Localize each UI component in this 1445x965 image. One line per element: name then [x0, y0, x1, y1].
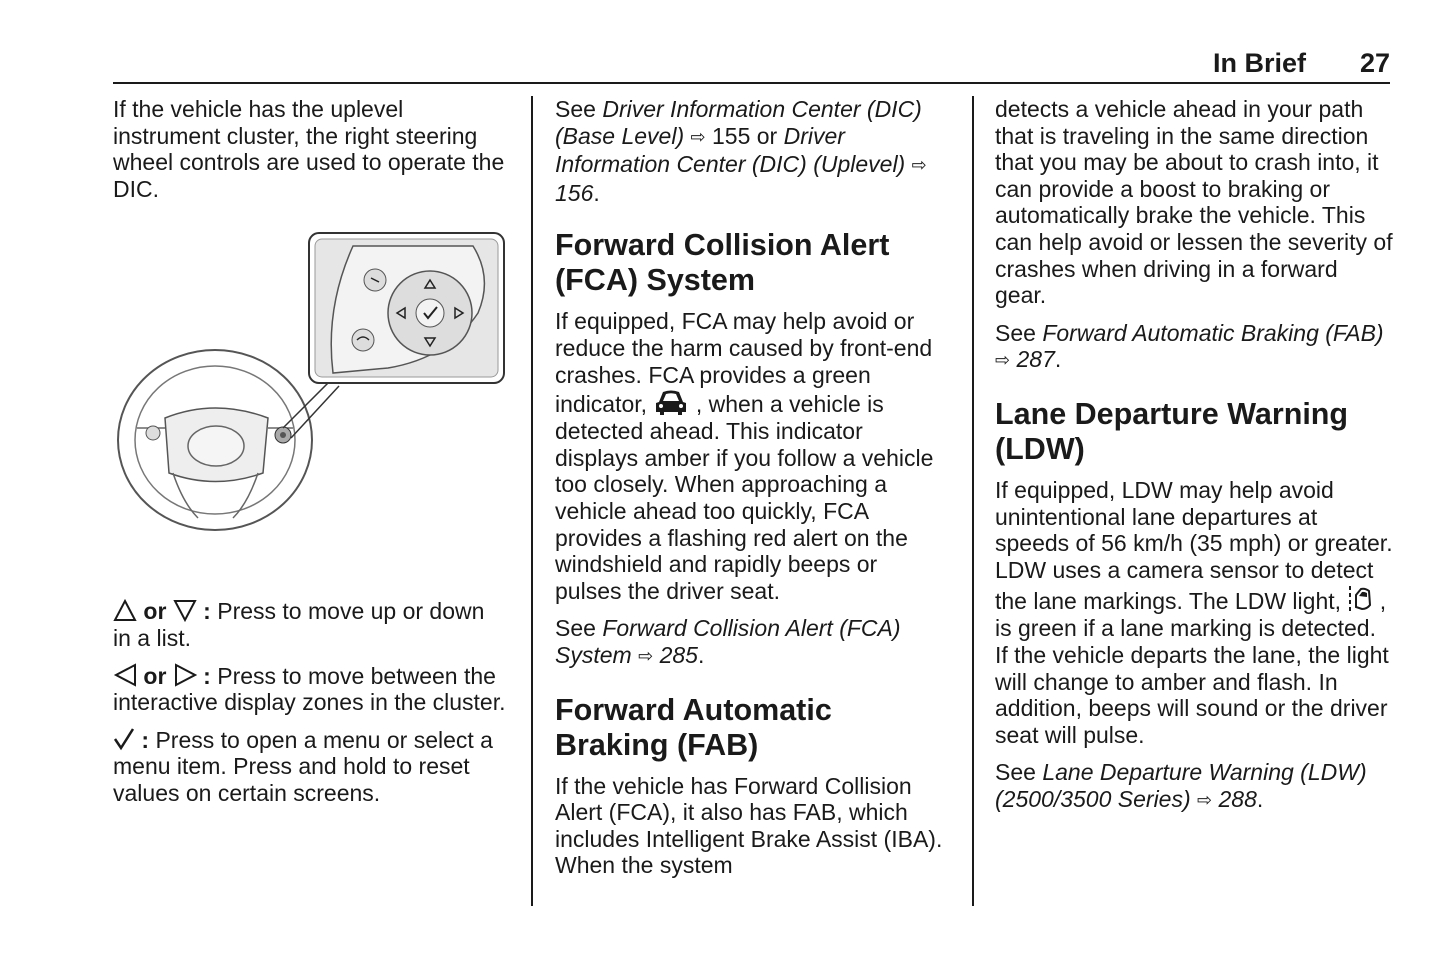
checkmark-icon: [113, 727, 135, 751]
ldw-text-a: If equipped, LDW may help avoid unintentional lane departures at speeds of 56 km/h (35 mph) or greater. LDW uses a camera sensor to detect the lane markings. The LDW light,: [995, 476, 1393, 615]
ldw-see-also: See Lane Departure Warning (LDW) (2500/3500 Series) ⇨ 288.: [995, 759, 1367, 812]
fca-see-also: See Forward Collision Alert (FCA) System ⇨ 285.: [555, 615, 901, 668]
see-label: See: [555, 96, 596, 122]
updown-text: Press to move up or down in a list.: [113, 598, 485, 651]
triangle-right-icon: [173, 663, 197, 687]
check-instruction: [113, 727, 508, 807]
column-1: [113, 96, 508, 818]
see-label: See: [555, 615, 596, 642]
colon: :: [141, 726, 150, 753]
ldw-paragraph: [995, 477, 1395, 748]
xref-fab[interactable]: Forward Automatic Braking (FAB): [1042, 319, 1384, 346]
check-text: Press to open a menu or select a menu item. Press and hold to reset values on certain screens.: [113, 726, 493, 806]
xref-dic-uplevel[interactable]: Driver Information Center (DIC) (Uplevel): [555, 122, 906, 178]
xref-page: 156: [555, 179, 594, 206]
steering-wheel-figure: [113, 228, 508, 558]
page-reference-icon: ⇨: [1197, 789, 1213, 810]
ldw-text-b: , is green if a lane marking is detected. If the vehicle departs the lane, the light will change to amber and flash. In addition, beeps will sound or the driver seat will pulse.: [995, 588, 1389, 748]
page-reference-icon: ⇨: [690, 126, 706, 147]
or-label: or: [143, 598, 167, 625]
column-2: [555, 96, 950, 890]
triangle-left-icon: [113, 663, 137, 687]
fca-text-b: , when a vehicle is detected ahead. This indicator displays amber if you follow a vehicle too closely. When approaching a vehicle ahead too quickly, FCA provides a flashing red alert on the windshield and rapidly beeps or pulses the driver seat.: [555, 391, 934, 604]
page-reference-icon: ⇨: [638, 645, 654, 666]
fab-paragraph: If the vehicle has Forward Collision Alert (FCA), it also has FAB, which includes Intelligent Brake Assist (IBA). When the system: [555, 772, 943, 879]
page-reference-icon: ⇨: [911, 155, 927, 176]
dic-see-also: See Driver Information Center (DIC) (Base Level) ⇨ 155 or Driver Information Center (DIC) (Uplevel) ⇨ 156.: [555, 96, 927, 206]
fca-heading: Forward Collision Alert (FCA) System: [555, 228, 890, 298]
xref-page: 155: [712, 122, 751, 149]
fab-heading: Forward Automatic Braking (FAB): [555, 692, 832, 762]
colon: :: [203, 662, 211, 689]
column-3: [995, 96, 1395, 825]
fca-text-a: If equipped, FCA may help avoid or reduce the harm caused by front-end crashes. FCA provides a green indicator,: [555, 308, 933, 418]
fca-paragraph: [555, 308, 950, 604]
triangle-down-icon: [173, 598, 197, 622]
page-number: 27: [1359, 48, 1390, 78]
section-title: In Brief: [1212, 48, 1306, 78]
vehicle-ahead-icon: [653, 388, 689, 418]
updown-instruction: [113, 598, 508, 651]
page-reference-icon: ⇨: [995, 350, 1011, 371]
intro-paragraph: If the vehicle has the uplevel instrument cluster, the right steering wheel controls are used to operate the DIC.: [113, 96, 505, 202]
ldw-heading: Lane Departure Warning (LDW): [995, 396, 1349, 466]
xref-page: 288: [1218, 785, 1257, 812]
see-label: See: [995, 759, 1036, 786]
xref-page: 285: [659, 641, 698, 668]
triangle-up-icon: [113, 598, 137, 622]
steering-wheel-illustration: [113, 228, 508, 558]
xref-fca[interactable]: Forward Collision Alert (FCA) System: [555, 615, 901, 668]
colon: :: [203, 598, 211, 625]
column-divider: [972, 96, 974, 906]
fab-see-also: See Forward Automatic Braking (FAB) ⇨ 287.: [995, 319, 1384, 373]
xref-dic-base[interactable]: Driver Information Center (DIC) (Base Level): [555, 96, 922, 149]
see-label: See: [995, 319, 1036, 346]
fab-continued: detects a vehicle ahead in your path that is traveling in the same direction that you may be about to crash into, it can provide a boost to braking or automatically brake the vehicle. This can help avoid or lessen the severity of crashes when driving in a forward gear.: [995, 96, 1393, 309]
xref-ldw[interactable]: Lane Departure Warning (LDW) (2500/3500 Series): [995, 759, 1367, 812]
or-label: or: [756, 122, 778, 149]
or-label: or: [143, 662, 167, 689]
column-divider: [531, 96, 533, 906]
leftright-text: Press to move between the interactive display zones in the cluster.: [113, 662, 506, 716]
leftright-instruction: [113, 663, 508, 716]
xref-page: 287: [1016, 346, 1055, 373]
lane-departure-icon: [1347, 583, 1373, 615]
page-header: [113, 44, 1390, 84]
